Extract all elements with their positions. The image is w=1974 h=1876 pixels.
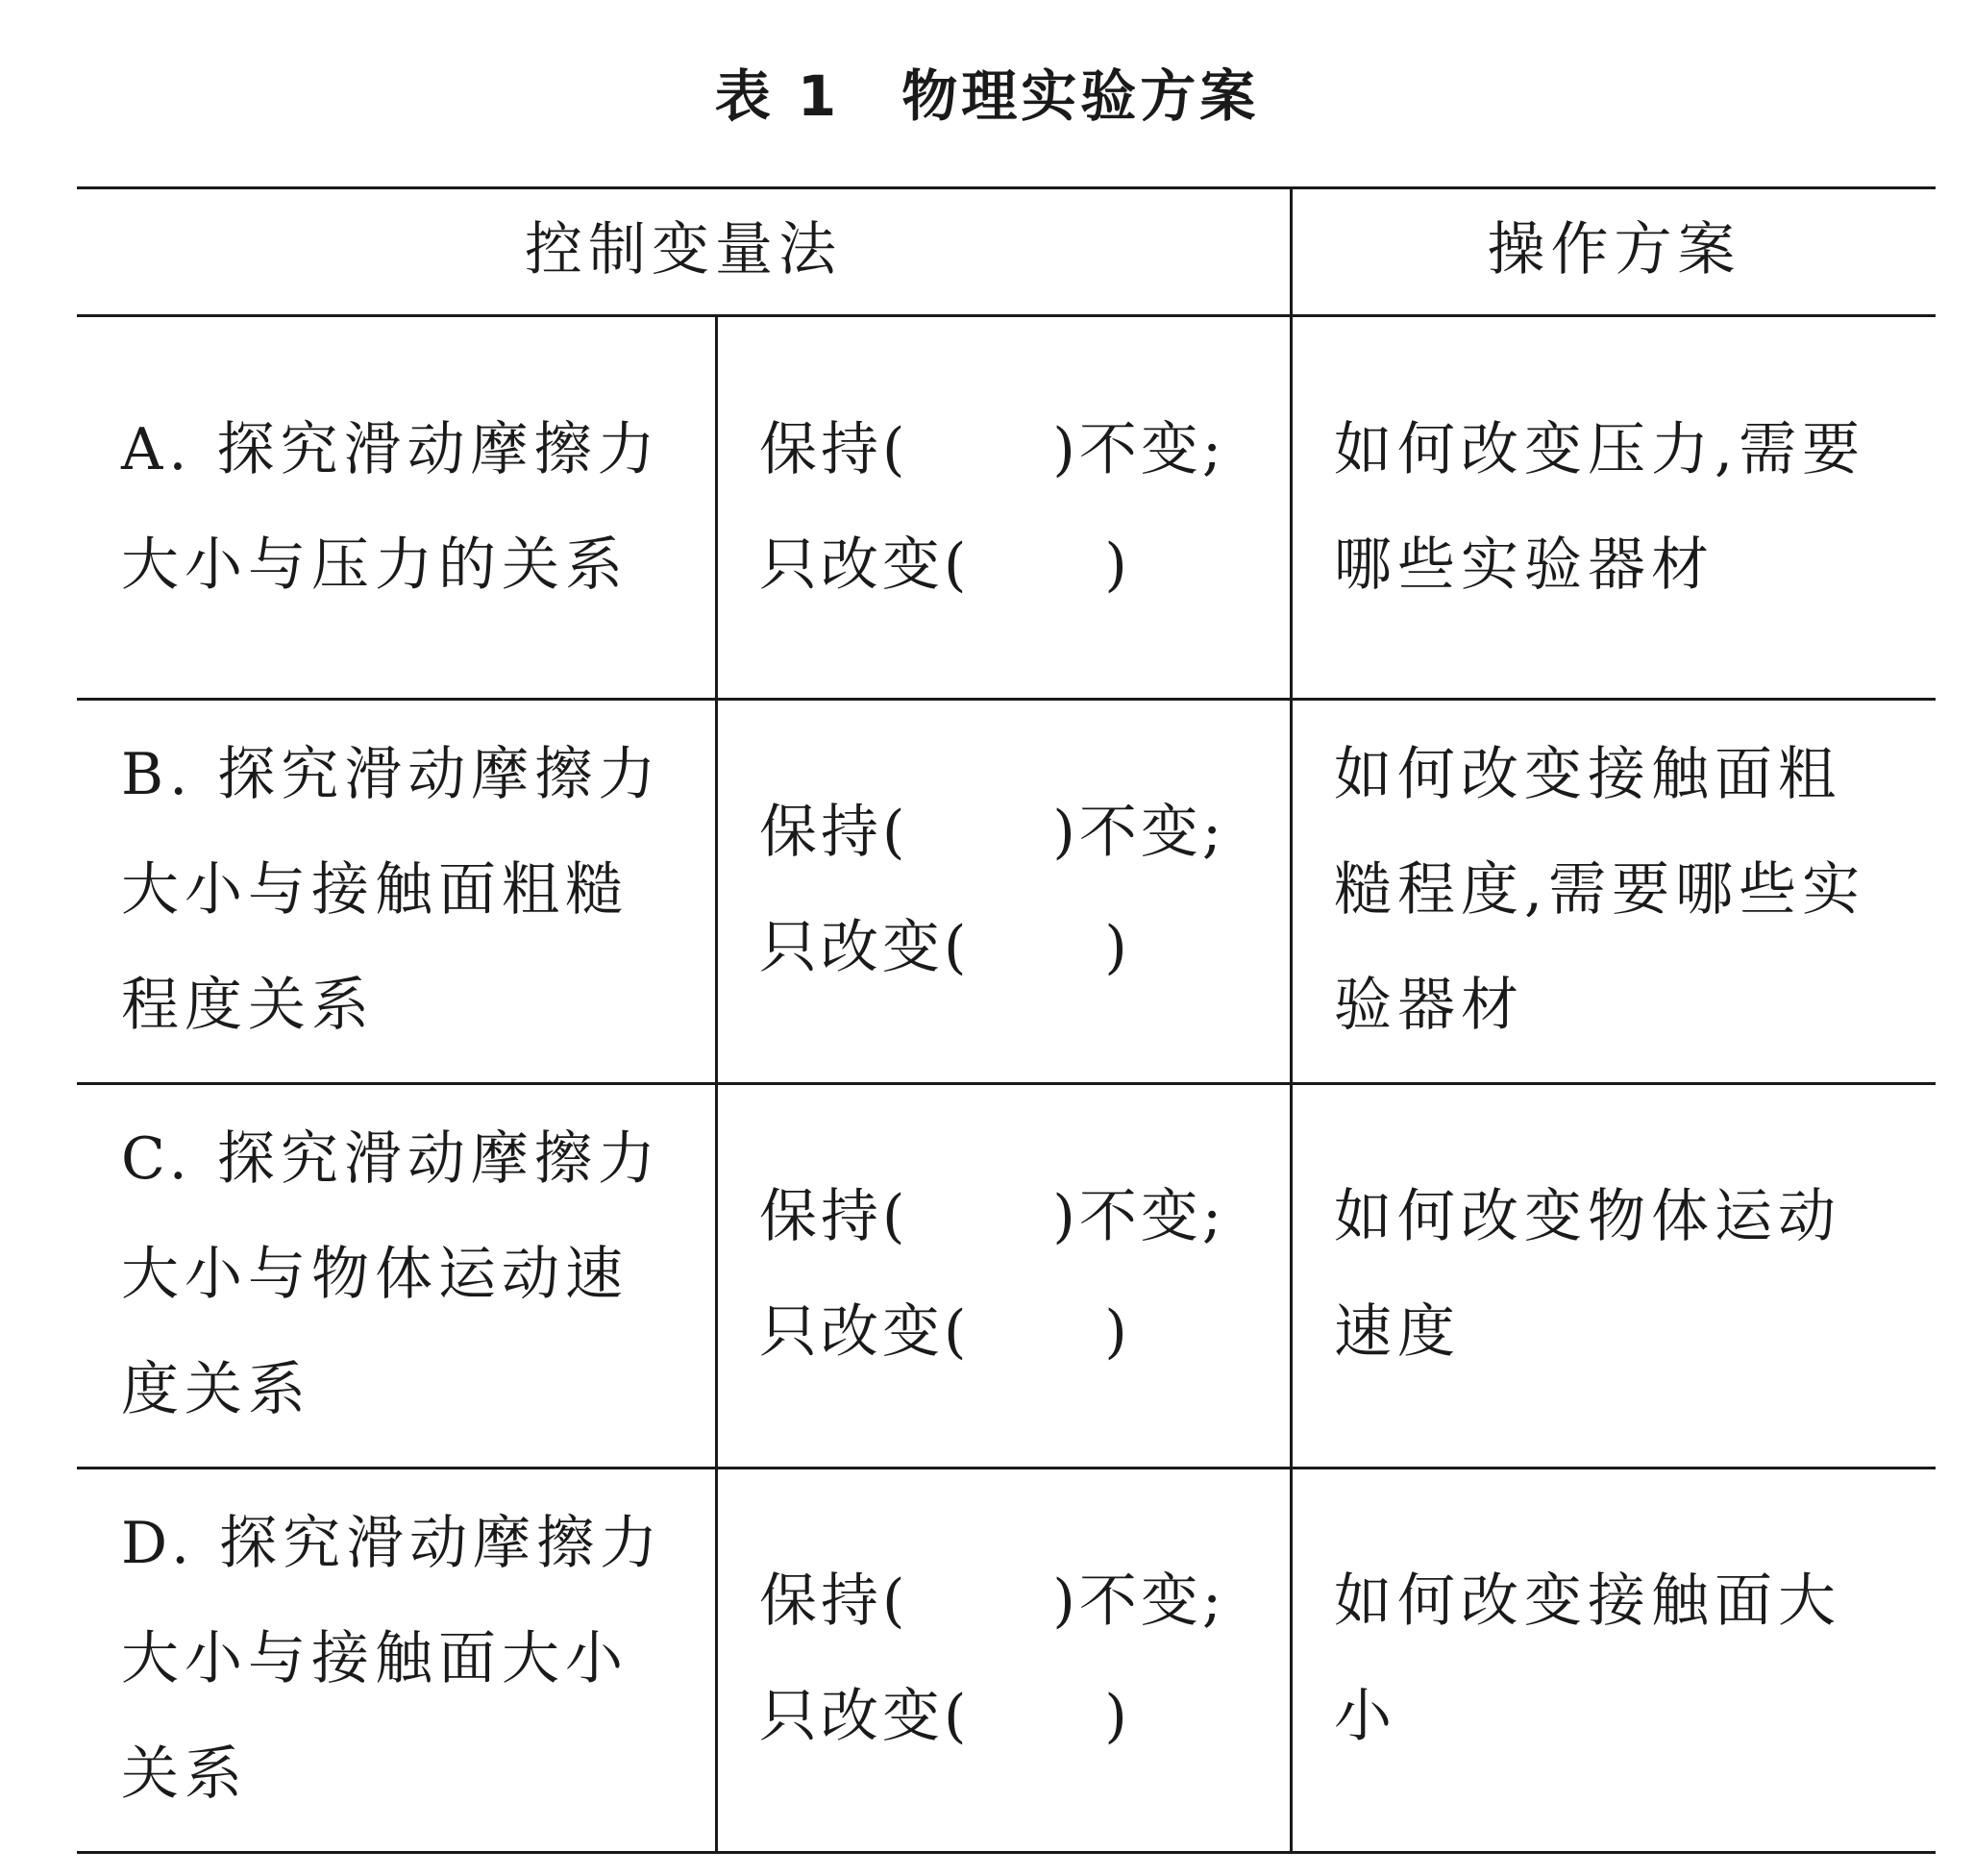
row-d-topic-line-3: 关系 bbox=[121, 1740, 248, 1808]
row-divider-3 bbox=[77, 1467, 1936, 1469]
row-c-change-suffix: ) bbox=[1104, 1298, 1131, 1366]
row-b-keep-line bbox=[759, 775, 1288, 890]
column-divider-inner bbox=[715, 314, 718, 1854]
row-a-keep-line bbox=[759, 392, 1288, 507]
row-d-change-line bbox=[759, 1659, 1288, 1774]
row-d-change-suffix: ) bbox=[1104, 1683, 1131, 1750]
row-b-plan-line-3: 验器材 bbox=[1334, 972, 1524, 1039]
row-c-topic-line-2: 大小与物体运动速 bbox=[121, 1241, 629, 1308]
row-a-topic-line-1: A. 探究滑动摩擦力 bbox=[121, 416, 661, 483]
header-bottom-rule bbox=[77, 314, 1936, 317]
row-b-topic bbox=[121, 717, 707, 1063]
row-a-plan bbox=[1334, 392, 1930, 623]
row-c-topic bbox=[121, 1101, 707, 1447]
table-number: 表 1 bbox=[714, 63, 841, 129]
row-c-change-line bbox=[759, 1274, 1288, 1390]
row-c-topic-line-3: 度关系 bbox=[121, 1356, 311, 1423]
row-b-change-prefix: 只改变( bbox=[759, 914, 971, 981]
row-d-control bbox=[759, 1543, 1288, 1774]
row-b-keep-suffix: )不变; bbox=[1052, 799, 1226, 866]
header-operation-plan: 操作方案 bbox=[1487, 216, 1741, 284]
row-a-keep-suffix: )不变; bbox=[1052, 416, 1226, 483]
row-c-keep-line bbox=[759, 1159, 1288, 1274]
row-d-keep-prefix: 保持( bbox=[759, 1567, 909, 1635]
row-c-keep-prefix: 保持( bbox=[759, 1183, 909, 1250]
row-divider-1 bbox=[77, 698, 1936, 701]
row-d-keep-line bbox=[759, 1543, 1288, 1659]
row-c-plan-line-1: 如何改变物体运动 bbox=[1334, 1183, 1841, 1250]
header-control-variable: 控制变量法 bbox=[525, 216, 842, 284]
row-d-plan-line-2: 小 bbox=[1334, 1683, 1397, 1750]
row-d-topic bbox=[121, 1486, 707, 1832]
table-top-rule bbox=[77, 186, 1936, 189]
cutoff-previous-text bbox=[125, 0, 1278, 8]
row-c-control bbox=[759, 1159, 1288, 1390]
row-a-plan-line-2: 哪些实验器材 bbox=[1334, 531, 1715, 599]
row-a-change-prefix: 只改变( bbox=[759, 531, 971, 599]
row-a-control bbox=[759, 392, 1288, 623]
row-b-plan-line-2: 糙程度,需要哪些实 bbox=[1334, 856, 1866, 924]
row-c-plan bbox=[1334, 1159, 1930, 1390]
row-divider-2 bbox=[77, 1082, 1936, 1085]
row-a-change-suffix: ) bbox=[1104, 531, 1131, 599]
row-d-plan bbox=[1334, 1543, 1930, 1774]
row-b-plan bbox=[1334, 717, 1930, 1063]
row-d-topic-line-2: 大小与接触面大小 bbox=[121, 1625, 629, 1692]
row-a-keep-prefix: 保持( bbox=[759, 416, 909, 483]
table-caption bbox=[0, 50, 1974, 142]
row-c-plan-line-2: 速度 bbox=[1334, 1298, 1461, 1366]
row-a-topic bbox=[121, 392, 707, 623]
row-d-topic-line-1: D. 探究滑动摩擦力 bbox=[121, 1510, 664, 1577]
row-d-plan-line-1: 如何改变接触面大 bbox=[1334, 1567, 1841, 1635]
table-bottom-rule bbox=[77, 1851, 1936, 1854]
row-b-plan-line-1: 如何改变接触面粗 bbox=[1334, 741, 1841, 808]
row-b-keep-prefix: 保持( bbox=[759, 799, 909, 866]
row-b-topic-line-1: B. 探究滑动摩擦力 bbox=[121, 741, 662, 808]
row-d-change-prefix: 只改变( bbox=[759, 1683, 971, 1750]
row-d-keep-suffix: )不变; bbox=[1052, 1567, 1226, 1635]
row-b-change-line bbox=[759, 890, 1288, 1005]
row-c-topic-line-1: C. 探究滑动摩擦力 bbox=[121, 1125, 661, 1193]
row-a-topic-line-2: 大小与压力的关系 bbox=[121, 531, 629, 599]
row-b-topic-line-2: 大小与接触面粗糙 bbox=[121, 856, 629, 924]
table-title: 物理实验方案 bbox=[901, 63, 1260, 129]
column-divider-right bbox=[1290, 186, 1293, 1854]
row-b-control bbox=[759, 775, 1288, 1005]
row-b-change-suffix: ) bbox=[1104, 914, 1131, 981]
row-c-keep-suffix: )不变; bbox=[1052, 1183, 1226, 1250]
row-c-change-prefix: 只改变( bbox=[759, 1298, 971, 1366]
row-a-change-line bbox=[759, 507, 1288, 623]
row-b-topic-line-3: 程度关系 bbox=[121, 972, 375, 1039]
row-a-plan-line-1: 如何改变压力,需要 bbox=[1334, 416, 1866, 483]
